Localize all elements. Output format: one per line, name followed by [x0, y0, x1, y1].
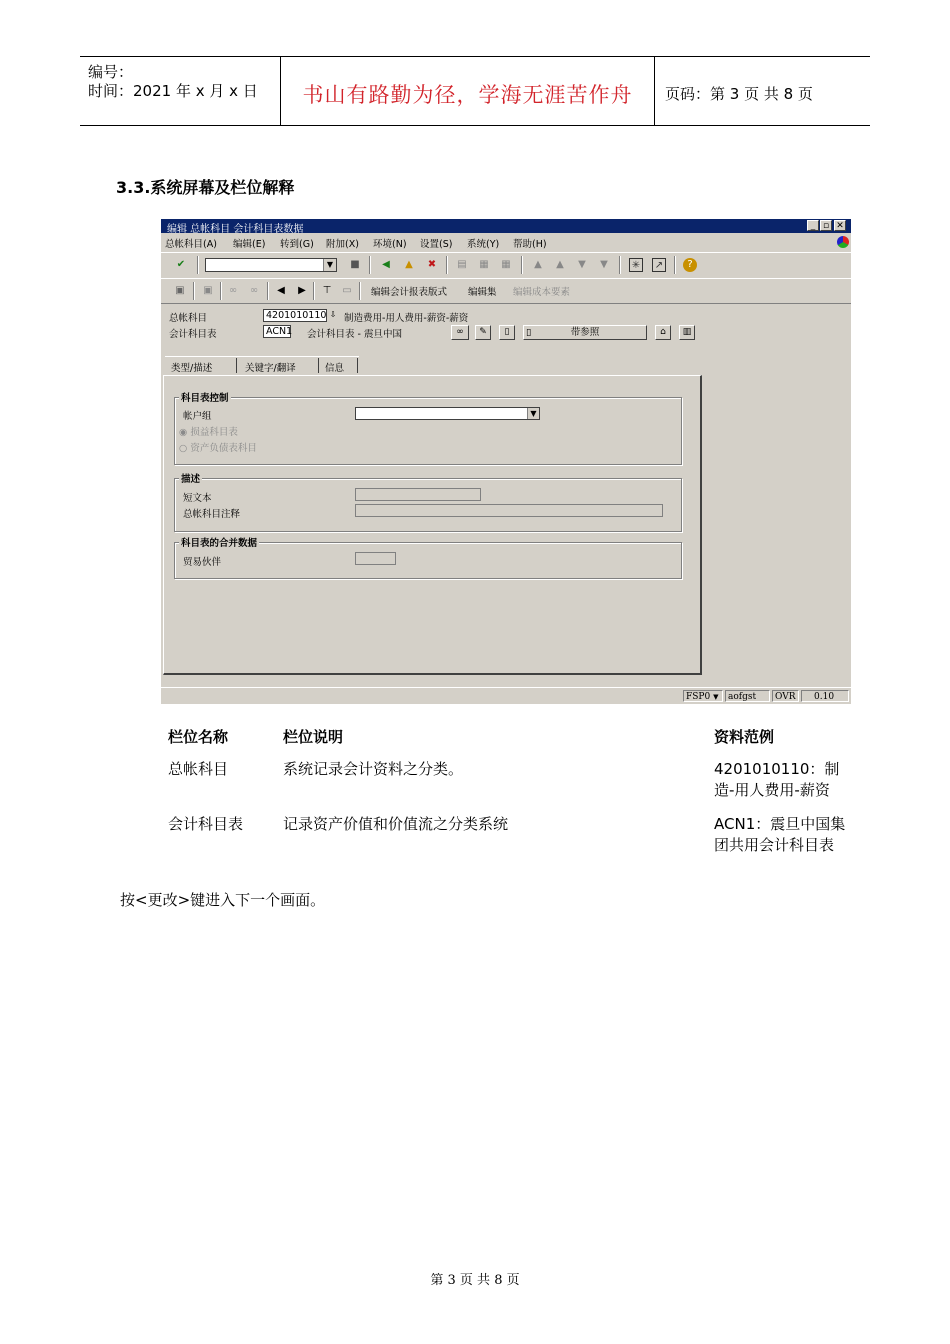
menu-gl-account[interactable]: 总帐科目(A): [165, 239, 217, 250]
short-text-field[interactable]: [355, 488, 481, 501]
toolbar-divider: [359, 282, 361, 300]
tab-divider: [236, 358, 237, 373]
lock-icon[interactable]: ⌂: [655, 325, 671, 340]
display-change-icon[interactable]: ▣: [175, 285, 185, 296]
table-header-name: 栏位名称: [168, 728, 229, 746]
document-icon[interactable]: ▭: [342, 285, 352, 296]
menu-bar: [161, 233, 851, 251]
tab-divider: [165, 356, 359, 357]
short-text-label: 短文本: [183, 493, 212, 504]
menu-help[interactable]: 帮助(H): [513, 239, 547, 250]
standard-toolbar: [161, 252, 851, 279]
gl-account-description: 制造费用-用人费用-薪资-薪资: [344, 313, 469, 324]
consolidation-group: [174, 538, 682, 579]
instruction-text: 按<更改>键进入下一个画面。: [120, 891, 326, 909]
status-server: aofgst: [725, 690, 770, 702]
toolbar-divider: [619, 256, 621, 274]
account-group-field[interactable]: [355, 407, 540, 420]
sap-window: [161, 219, 851, 704]
description-title: 描述: [179, 471, 202, 485]
page-number-label: 页码：第 3 页 共 8 页: [665, 85, 813, 103]
edit-fs-version-button[interactable]: 编辑会计报表版式: [371, 287, 448, 298]
create-icon[interactable]: ▯: [499, 325, 515, 340]
possible-entries-icon[interactable]: ⇩: [329, 310, 337, 319]
application-toolbar: [161, 278, 851, 304]
first-page-icon[interactable]: ▲: [534, 259, 542, 270]
delete-icon[interactable]: ⊤: [322, 285, 332, 296]
document-small-icon: ▯: [526, 327, 532, 338]
status-mode: OVR: [772, 690, 799, 702]
next-page-icon[interactable]: ▼: [578, 259, 586, 270]
menu-extras[interactable]: 附加(X): [326, 239, 359, 250]
pencil-icon[interactable]: ✎: [475, 325, 491, 340]
header-left-cell: [80, 57, 281, 125]
radio-pl-option[interactable]: ◉ 损益科目表: [179, 427, 238, 438]
table-row-name: 总帐科目: [168, 760, 229, 778]
table-row-example: 4201010110：制造-用人费用-薪资: [714, 760, 840, 799]
time-label: 时间：2021 年 x 月 x 日: [88, 82, 258, 100]
trading-partner-field[interactable]: [355, 552, 396, 565]
next-icon[interactable]: ▶: [298, 285, 306, 296]
table-row-name: 会计科目表: [168, 815, 244, 833]
edit-set-button[interactable]: 编辑集: [468, 287, 497, 298]
gl-account-field[interactable]: 4201010110: [263, 309, 327, 322]
with-reference-button[interactable]: [523, 325, 647, 340]
tab-information[interactable]: 信息: [325, 363, 345, 374]
close-button[interactable]: ✕: [834, 220, 846, 231]
last-page-icon[interactable]: ▼: [600, 259, 608, 270]
enter-check-icon[interactable]: ✔: [176, 259, 186, 270]
toolbar-divider: [446, 256, 448, 274]
print-icon[interactable]: ▤: [457, 259, 467, 270]
edit-cost-element-button[interactable]: 编辑成本要素: [513, 287, 571, 298]
tab-divider: [318, 358, 319, 373]
tab-divider: [357, 358, 358, 373]
tab-keyword-translation[interactable]: 关键字/翻译: [245, 363, 296, 374]
exit-icon[interactable]: ▲: [405, 259, 413, 270]
chevron-down-icon[interactable]: ▼: [323, 259, 336, 271]
table-header-example: 资料范例: [714, 728, 775, 746]
menu-goto[interactable]: 转到(G): [280, 239, 314, 250]
motto: 书山有路勤为径，学海无涯苦作舟: [302, 83, 633, 107]
description-group: [174, 474, 682, 532]
table-row-example: ACN1：震旦中国集团共用会计科目表: [714, 815, 846, 854]
menu-edit[interactable]: 编辑(E): [233, 239, 266, 250]
coa-description: 会计科目表 - 震旦中国: [307, 329, 402, 340]
long-text-label: 总帐科目注释: [183, 509, 241, 520]
radio-bs-label: 资产负债表科目: [190, 443, 257, 454]
toolbar-divider: [313, 282, 315, 300]
other-object-icon[interactable]: ▣: [203, 285, 213, 296]
shortcut-icon[interactable]: ↗: [652, 258, 666, 272]
command-field[interactable]: [205, 258, 337, 272]
page-footer: 第 3 页 共 8 页: [430, 1273, 520, 1288]
account-group-label: 帐户组: [183, 411, 212, 422]
toolbar-divider: [197, 256, 199, 274]
table-row-desc: 系统记录会计资料之分类。: [283, 760, 464, 778]
table-row-desc: 记录资产价值和价值流之分类系统: [283, 815, 509, 833]
chevron-down-icon: ▼: [713, 693, 719, 701]
help-icon[interactable]: ?: [683, 258, 697, 272]
maximize-button[interactable]: ▫: [820, 220, 832, 231]
status-bar: [161, 687, 851, 704]
toolbar-divider: [193, 282, 195, 300]
toolbar-divider: [674, 256, 676, 274]
coa-field[interactable]: ACN1: [263, 325, 291, 338]
save-icon[interactable]: ■: [350, 259, 360, 270]
previous-icon[interactable]: ◀: [277, 285, 285, 296]
find-icon[interactable]: ▦: [479, 259, 489, 270]
status-time: 0.10: [801, 690, 849, 702]
sap-logo-icon: [837, 236, 849, 248]
gl-account-label: 总帐科目: [169, 313, 208, 324]
undo-icon[interactable]: ∞: [228, 285, 238, 296]
create-session-icon[interactable]: ✳: [629, 258, 643, 272]
toolbar-divider: [369, 256, 371, 274]
cancel-icon[interactable]: ✖: [427, 259, 437, 270]
menu-settings[interactable]: 设置(S): [420, 239, 453, 250]
page-header: [80, 56, 870, 126]
previous-page-icon[interactable]: ▲: [556, 259, 564, 270]
menu-environment[interactable]: 环境(N): [373, 239, 407, 250]
radio-pl-label: 损益科目表: [190, 427, 238, 438]
coa-control-group: [174, 393, 682, 465]
section-title: 3.3.系统屏幕及栏位解释: [116, 178, 295, 197]
table-header-desc: 栏位说明: [283, 728, 344, 746]
trash-icon[interactable]: ▥: [679, 325, 695, 340]
toolbar-divider: [521, 256, 523, 274]
chevron-down-icon[interactable]: ▼: [527, 408, 539, 419]
redo-icon[interactable]: ∞: [249, 285, 259, 296]
tab-panel: [163, 375, 702, 675]
window-title: 编辑 总帐科目 会计科目表数据: [167, 224, 304, 235]
menu-system[interactable]: 系统(Y): [467, 239, 500, 250]
find-next-icon[interactable]: ▦: [501, 259, 511, 270]
header-center-cell: [281, 57, 655, 125]
number-label: 编号：: [88, 63, 134, 81]
consolidation-title: 科目表的合并数据: [179, 535, 259, 549]
trading-partner-label: 贸易伙伴: [183, 557, 222, 568]
minimize-button[interactable]: _: [807, 220, 819, 231]
coa-label: 会计科目表: [169, 329, 217, 340]
radio-bs-option[interactable]: ○ 资产负债表科目: [179, 443, 257, 454]
glasses-icon[interactable]: ∞: [451, 325, 469, 340]
back-icon[interactable]: ◀: [382, 259, 390, 270]
toolbar-divider: [267, 282, 269, 300]
title-bar: [161, 219, 851, 233]
long-text-field[interactable]: [355, 504, 663, 517]
coa-control-title: 科目表控制: [179, 390, 231, 404]
header-right-cell: [655, 57, 870, 125]
with-reference-label: 带参照: [570, 327, 600, 338]
toolbar-divider: [220, 282, 222, 300]
tab-type-description[interactable]: 类型/描述: [171, 363, 213, 374]
status-tcode-value: FSP0: [686, 692, 711, 702]
status-tcode[interactable]: [683, 690, 723, 702]
